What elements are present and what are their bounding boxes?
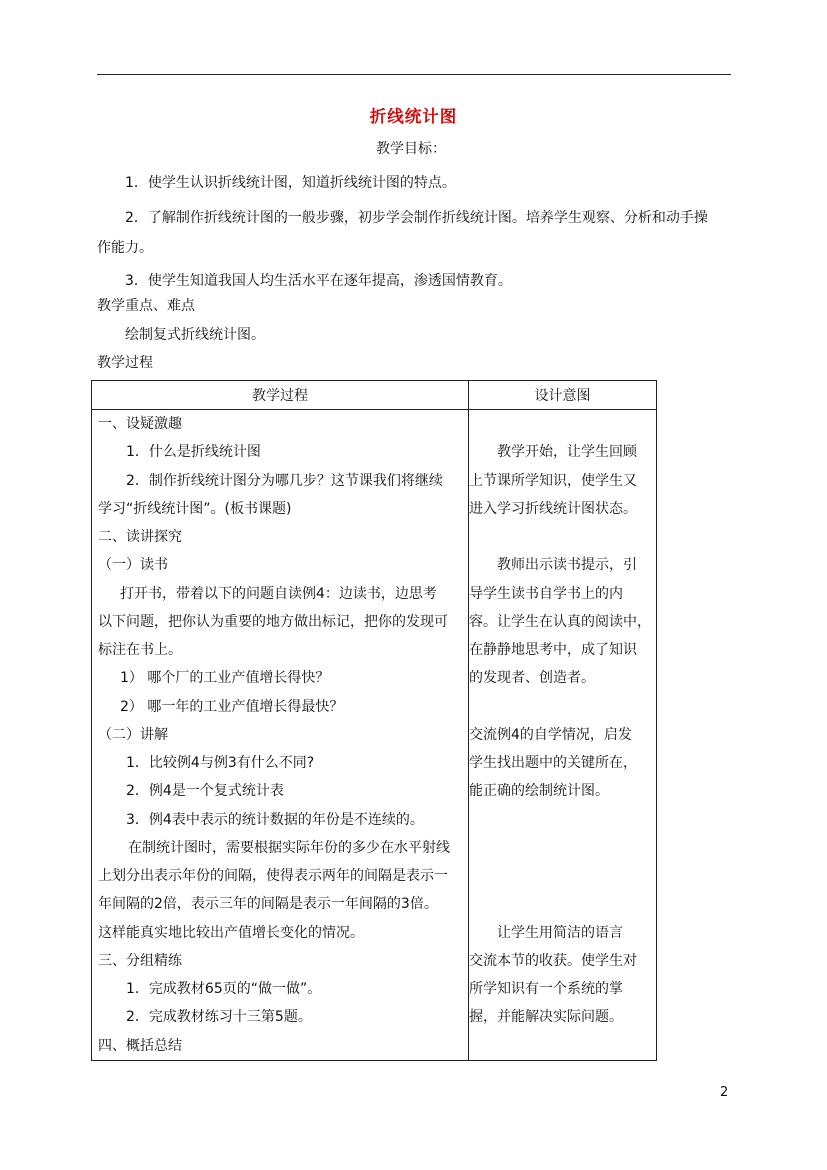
lesson-table bbox=[91, 380, 657, 1061]
process-line: 3．例4表中表示的统计数据的年份是不连续的。 bbox=[126, 811, 424, 828]
goals-heading: 教学目标： bbox=[376, 141, 446, 157]
process-line: 2．完成教材练习十三第5题。 bbox=[126, 1009, 312, 1026]
intent-line: 在静静地思考中，成了知识 bbox=[469, 642, 637, 658]
process-line: 标注在书上。 bbox=[98, 642, 182, 658]
header-rule bbox=[97, 74, 731, 75]
process-cell bbox=[92, 410, 469, 1061]
key-points-text: 绘制复式折线统计图。 bbox=[125, 327, 265, 343]
process-line: 在制统计图时，需要根据实际年份的多少在水平射线 bbox=[128, 839, 450, 856]
intent-line: 所学知识有一个系统的掌 bbox=[469, 981, 623, 997]
process-line: 这样能真实地比较出产值增长变化的情况。 bbox=[98, 924, 364, 941]
table-row bbox=[92, 410, 657, 1061]
key-points-heading: 教学重点、难点 bbox=[97, 298, 195, 314]
intent-line bbox=[469, 410, 656, 438]
goal-item: 2．了解制作折线统计图的一般步骤，初步学会制作折线统计图。培养学生观察、分析和动手操 bbox=[125, 210, 708, 226]
process-line: 上划分出表示年份的间隔，使得表示两年的间隔是表示一 bbox=[98, 868, 448, 884]
process-line: 2．例4是一个复式统计表 bbox=[126, 783, 284, 800]
process-heading: 教学过程 bbox=[97, 355, 153, 371]
intent-cell bbox=[469, 410, 657, 1061]
table-header-process: 教学过程 bbox=[92, 381, 469, 410]
intent-line bbox=[469, 806, 656, 834]
intent-line bbox=[469, 523, 656, 551]
intent-line: 的发现者、创造者。 bbox=[469, 670, 595, 687]
section-heading: 三、分组精练 bbox=[98, 952, 182, 969]
intent-line: 能正确的绘制统计图。 bbox=[469, 783, 609, 800]
intent-line: 让学生用简洁的语言 bbox=[497, 924, 623, 941]
process-line: 以下问题，把你认为重要的地方做出标记，把你的发现可 bbox=[98, 613, 448, 630]
process-line: 1．什么是折线统计图 bbox=[126, 444, 261, 461]
intent-line: 进入学习折线统计图状态。 bbox=[469, 500, 637, 517]
question-item: 1） 哪个厂的工业产值增长得快？ bbox=[120, 670, 330, 687]
process-line: 年间隔的2倍，表示三年的间隔是表示一年间隔的3倍。 bbox=[98, 896, 438, 913]
subsection-heading: （二）讲解 bbox=[98, 726, 168, 743]
goal-item: 3．使学生知道我国人均生活水平在逐年提高，渗透国情教育。 bbox=[125, 273, 512, 289]
intent-line: 容。让学生在认真的阅读中， bbox=[469, 613, 651, 630]
process-line: 打开书，带着以下的问题自读例4：边读书，边思考 bbox=[120, 585, 437, 602]
intent-line bbox=[469, 834, 656, 862]
section-heading: 一、设疑激趣 bbox=[98, 416, 182, 432]
intent-line: 交流本节的收获。使学生对 bbox=[469, 952, 637, 969]
page-number: 2 bbox=[720, 1085, 729, 1100]
intent-line bbox=[469, 693, 656, 721]
question-item: 2） 哪一年的工业产值增长得最快？ bbox=[120, 698, 344, 715]
table-header-intent: 设计意图 bbox=[469, 381, 657, 410]
goal-item: 1．使学生认识折线统计图，知道折线统计图的特点。 bbox=[125, 175, 456, 191]
intent-line: 教学开始，让学生回顾 bbox=[497, 444, 637, 461]
goal-item-continuation: 作能力。 bbox=[97, 240, 153, 256]
intent-line: 上节课所学知识，使学生又 bbox=[469, 472, 637, 489]
process-line: 1．完成教材65页的“做一做”。 bbox=[126, 981, 322, 997]
subsection-heading: （一）读书 bbox=[98, 557, 168, 574]
process-line: 1．比较例4与例3有什么不同? bbox=[126, 755, 315, 771]
process-line: 学习“折线统计图”。(板书课题) bbox=[98, 500, 292, 517]
intent-line: 教师出示读书提示，引 bbox=[497, 557, 637, 574]
table-header-row bbox=[92, 381, 657, 410]
intent-line: 交流例4的自学情况，启发 bbox=[469, 726, 632, 743]
section-heading: 四、概括总结 bbox=[98, 1037, 182, 1054]
section-heading: 二、读讲探究 bbox=[98, 529, 182, 545]
intent-line bbox=[469, 862, 656, 890]
intent-line: 导学生读书自学书上的内 bbox=[469, 585, 623, 602]
intent-line: 学生找出题中的关键所在， bbox=[469, 755, 637, 771]
intent-line bbox=[469, 890, 656, 918]
intent-line: 握，并能解决实际问题。 bbox=[469, 1009, 623, 1026]
intent-line bbox=[469, 1032, 656, 1060]
process-line: 2．制作折线统计图分为哪几步？这节课我们将继续 bbox=[126, 472, 443, 489]
document-title: 折线统计图 bbox=[369, 107, 458, 126]
